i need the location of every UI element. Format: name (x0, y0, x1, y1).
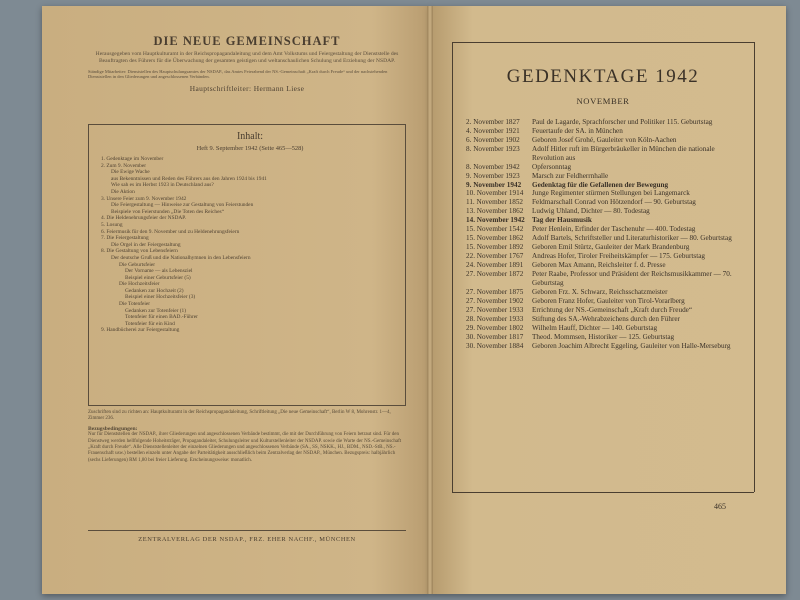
entry-date: 4. November 1921 (466, 126, 520, 135)
list-item (466, 198, 746, 207)
commemoration-list (466, 118, 746, 350)
entry-date: 9. November 1923 (466, 171, 520, 180)
entry-date: 27. November 1875 (466, 287, 524, 296)
entry-date: 8. November 1923 (466, 144, 520, 153)
masthead-small-print: Ständige Mitarbeiter: Dienststellen des Hauptschulungsamtes der NSDAP., das Amtes Feierabend der NS.-Gemeinschaft „Kraft durch Freude“ und der nachstehenden Dienststellen in den Gliederungen und angeschlossenen Verbänden. (88, 68, 388, 80)
entry-date: 14. November 1942 (466, 216, 525, 225)
entry-date: 29. November 1802 (466, 323, 524, 332)
entry-date: 9. November 1942 (466, 180, 522, 189)
entry-date: 15. November 1892 (466, 243, 524, 252)
list-item (466, 324, 746, 333)
contents-item: Die Orgel in der Feiergestaltung (111, 241, 181, 248)
entry-text: Geboren Josef Grohé, Gauleiter von Köln-Aachen (532, 135, 677, 144)
list-item (466, 216, 746, 225)
list-item (466, 181, 746, 190)
entry-date: 15. November 1542 (466, 225, 524, 234)
contents-item: 8. Die Gestaltung von Lebensfeiern (101, 248, 178, 255)
entry-text: Geboren Emil Stürtz, Gauleiter der Mark Brandenburg (532, 243, 690, 252)
entry-date: 13. November 1862 (466, 207, 524, 216)
masthead-title: DIE NEUE GEMEINSCHAFT (153, 34, 341, 48)
book-spine (427, 6, 433, 594)
entry-text: Errichtung der NS.-Gemeinschaft „Kraft durch Freude“ (532, 305, 693, 314)
list-item (466, 306, 746, 315)
list-item (466, 288, 746, 297)
contents-item: Die Feiergestaltung — Hinweise zur Gestaltung von Feierstunden (111, 202, 254, 209)
entry-text: Feldmarschall Conrad von Hötzendorf — 90. Geburtstag (532, 198, 696, 207)
page-number: 465 (714, 502, 726, 511)
entry-date: 15. November 1862 (466, 234, 524, 243)
entry-text: Adolf Hitler ruft im Bürgerbräukeller in München die nationale Revolution aus (532, 144, 715, 162)
entry-text: Gedenktag für die Gefallenen der Bewegung (532, 180, 669, 189)
subscription-title: Bezugsbedingungen: (88, 425, 138, 432)
list-item (466, 136, 746, 145)
frame-border-right (754, 42, 755, 492)
footnotes (88, 410, 406, 464)
entry-text: Opfersonntag (532, 162, 572, 171)
entry-text: Junge Regimenter stürmen Stellungen bei Langemarck (532, 189, 690, 198)
contents-list (101, 156, 399, 334)
contents-box (88, 124, 406, 406)
entry-date: 27. November 1872 (466, 270, 524, 279)
contents-item: 6. Feiermusik für den 9. November und zu Heldenehrungsfeiern (101, 228, 240, 235)
entry-text: Adolf Bartels, Schriftsteller und Literaturhistoriker — 80. Geburtstag (532, 234, 732, 243)
entry-text: Wilhelm Hauff, Dichter — 140. Geburtstag (532, 323, 658, 332)
list-item (466, 207, 746, 216)
contents-item: Die Hochzeitsfeier (119, 281, 160, 288)
list-item (466, 261, 746, 270)
publisher-line: ZENTRALVERLAG DER NSDAP., FRZ. EHER NACHF., MÜNCHEN (138, 536, 356, 543)
entry-date: 6. November 1902 (466, 135, 520, 144)
list-item (466, 145, 746, 162)
contents-item: Die Geburtsfeier (119, 261, 156, 268)
entry-text: Geboren Franz Hofer, Gauleiter von Tirol-Vorarlberg (532, 296, 685, 305)
entry-text: Stiftung des SA.-Wehrabzeichens durch den Führer (532, 314, 680, 323)
contents-item: Die Totenfeier (119, 301, 151, 308)
masthead-subtitle: Herausgegeben vom Hauptkulturamt in der Reichspropagandaleitung und dem Amt Volkstums und Feiergestaltung der Dienststelle des Beauftragten des Führers für die Überwachung der gesamten geistigen und weltanschaulichen Schulung und Erziehung der NSDAP. (95, 51, 399, 65)
entry-date: 27. November 1902 (466, 296, 524, 305)
entry-text: Marsch zur Feldherrnhalle (532, 171, 609, 180)
entry-date: 8. November 1942 (466, 162, 520, 171)
entry-text: Theod. Mommsen, Historiker — 125. Geburtstag (532, 332, 675, 341)
contents-item: 5. Losung (101, 221, 123, 228)
entry-date: 28. November 1933 (466, 314, 524, 323)
contents-item: 7. Die Feiergestaltung (101, 235, 149, 242)
entry-text: Ludwig Uhland, Dichter — 80. Todestag (532, 207, 650, 216)
frame-border-top (452, 42, 754, 43)
entry-date: 22. November 1767 (466, 252, 524, 261)
entry-date: 27. November 1933 (466, 305, 524, 314)
entry-date: 30. November 1884 (466, 341, 524, 350)
entry-text: Geboren Max Amann, Reichsleiter f. d. Presse (532, 261, 666, 270)
list-item (466, 252, 746, 261)
entry-text: Peter Raabe, Professor und Präsident der Reichsmusikkammer — 70. Geburtstag (532, 270, 732, 287)
contents-item: aus Bekenntnissen und Reden des Führers aus den Jahren 1924 bis 1941 (111, 175, 267, 182)
contents-item: Beispiel einer Hochzeitsfeier (3) (125, 294, 196, 301)
contents-item: Totenfeier für einen BAD.-Führer (125, 314, 198, 321)
list-item (466, 243, 746, 252)
contents-item: Beispiele von Feierstunden „Die Toten des Reiches“ (111, 208, 224, 215)
contents-item: Die Ewige Wache (111, 169, 150, 176)
list-item (466, 315, 746, 324)
contents-item: 1. Gedenktage im November (101, 156, 164, 162)
contents-item: Die Aktion (111, 188, 135, 195)
entry-text: Peter Henlein, Erfinder der Taschenuhr — 400. Todestag (532, 225, 696, 234)
entry-date: 10. November 1914 (466, 189, 524, 198)
contents-item: Beispiel einer Geburtsfeier (5) (125, 274, 191, 281)
entry-date: 2. November 1827 (466, 118, 520, 126)
list-item (466, 189, 746, 198)
address-note: Zuschriften sind zu richten an: Hauptkulturamt in der Reichspropagandaleitung, Schriftleitung „Die neue Gemeinschaft“, Berlin W 8, Mohrenstr. 1—4, Zimmer 236. (88, 410, 391, 422)
list-item (466, 163, 746, 172)
entry-text: Paul de Lagarde, Sprachforscher und Politiker 115. Geburtstag (532, 118, 713, 126)
masthead-editor: Hauptschriftleiter: Hermann Liese (189, 84, 305, 93)
frame-border-bottom (452, 492, 754, 493)
contents-item: 9. Handbücherei zur Feiergestaltung (101, 327, 180, 334)
list-item (466, 225, 746, 234)
contents-item: 4. Die Heldenehrungsfeier der NSDAP. (101, 215, 187, 222)
list-item (466, 297, 746, 306)
month-heading: NOVEMBER (576, 96, 630, 106)
entry-text: Tag der Hausmusik (532, 216, 592, 225)
entry-text: Andreas Hofer, Tiroler Freiheitskämpfer — 175. Geburtstag (532, 252, 705, 261)
masthead (88, 34, 406, 93)
contents-item: Totenfeier für ein Kind (125, 320, 175, 327)
page-title: GEDENKTAGE 1942 (506, 66, 700, 87)
publisher-rule (88, 530, 406, 531)
entry-date: 11. November 1852 (466, 198, 524, 207)
list-item (466, 333, 746, 342)
contents-item: 3. Unsere Feier zum 9. November 1942 (101, 195, 187, 202)
contents-item: Wie sah es im Herbst 1923 in Deutschland aus? (111, 182, 214, 189)
list-item (466, 270, 746, 287)
entry-date: 24. November 1891 (466, 261, 524, 270)
contents-item: Gedanken zur Totenfeier (1) (125, 307, 187, 314)
list-item (466, 234, 746, 243)
list-item (466, 342, 746, 351)
entry-date: 30. November 1817 (466, 332, 524, 341)
contents-item: Der Vorname — als Lebensziel (125, 268, 193, 275)
subscription-text: Nur für Dienststellen der NSDAP., ihrer Gliederungen und angeschlossenen Verbände bestimmt, die mit der Durchführung von Feiern betraut sind. Für den Dienstweg werden hellfolgende Hoheitsträger, Propagandaleiter, Schulungsleiter und Kulturstellenleiter der NSDAP. sowie die Warte der NS.-Gemeinschaft „Kraft durch Freude“. Alle Dienststellenleiter der einzelnen Gliederungen und angeschlossenen Verbände (SA., SS, NSKK., HJ., BDM., NSD.-StB., NS.-Frauenschaft usw.) bestellen einzeln unter Angabe der Parteitätigkeit ausschließlich beim Zentralverlag der NSDAP., München. Bezugspreis: halbjährlich (sechs Lieferungen) RM 1,80 bei freier Lieferung. Erscheinungsweise: monatlich. (88, 432, 402, 463)
contents-item: 2. Zum 9. November (101, 162, 147, 169)
entry-text: Feuertaufe der SA. in München (532, 126, 623, 135)
frame-border-left (452, 42, 453, 492)
list-item (466, 127, 746, 136)
list-item (466, 172, 746, 181)
entry-text: Geboren Frz. X. Schwarz, Reichsschatzmeister (532, 287, 668, 296)
list-item (466, 118, 746, 127)
contents-item: Gedanken zur Hochzeit (2) (125, 287, 184, 294)
entry-text: Geboren Joachim Albrecht Eggeling, Gauleiter von Halle-Merseburg (532, 341, 731, 350)
contents-item: Der deutsche Gruß und die Nationalhymnen in den Lebensfeiern (111, 254, 251, 261)
contents-title: Inhalt: (236, 131, 264, 142)
contents-issue: Heft 9. September 1942 (Seite 465—528) (196, 145, 304, 152)
